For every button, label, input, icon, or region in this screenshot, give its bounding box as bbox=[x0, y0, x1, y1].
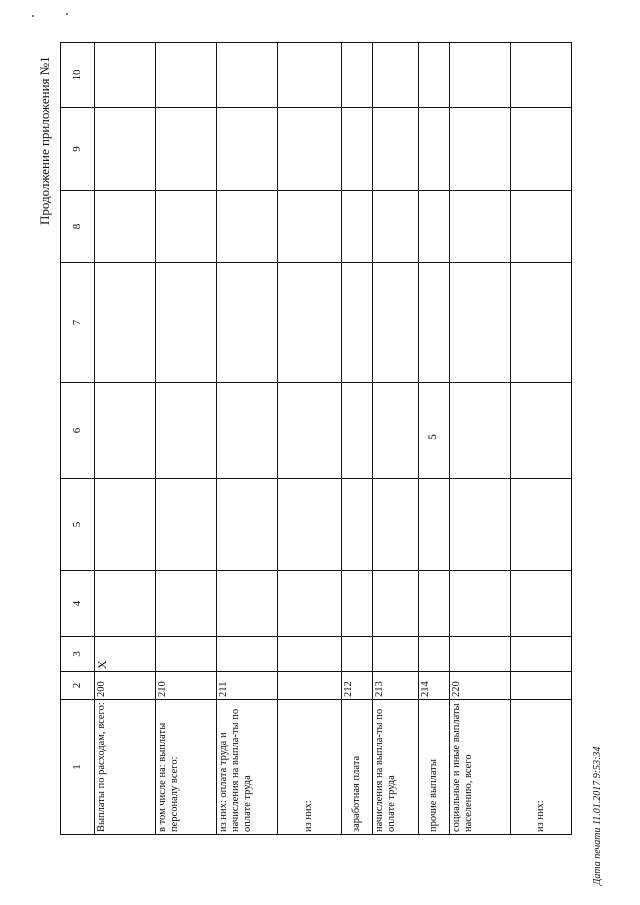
row-name: прочие выплаты bbox=[419, 700, 450, 835]
column-header: 3 bbox=[61, 637, 95, 672]
header-row bbox=[61, 43, 95, 835]
row-name: Выплаты по расходам, всего: bbox=[95, 700, 156, 835]
row-col3 bbox=[217, 637, 278, 672]
row-col3 bbox=[419, 637, 450, 672]
row-code bbox=[511, 672, 572, 700]
row-code: 213 bbox=[373, 672, 419, 700]
column-header: 4 bbox=[61, 571, 95, 637]
column-header: 1 bbox=[61, 700, 95, 835]
row-code: 214 bbox=[419, 672, 450, 700]
column-header: 6 bbox=[61, 383, 95, 479]
row-code: 211 bbox=[217, 672, 278, 700]
row-code: 200 bbox=[95, 672, 156, 700]
print-date: Дата печати 11.01.2017 9:53:34 bbox=[592, 746, 603, 885]
page-number: 5 bbox=[425, 434, 439, 440]
column-header: 10 bbox=[61, 43, 95, 108]
column-header: 5 bbox=[61, 479, 95, 571]
row-name: из них: bbox=[278, 700, 342, 835]
row-col3 bbox=[342, 637, 373, 672]
appendix-continuation-label: Продолжение приложения №1 bbox=[37, 56, 52, 225]
row-name: социальные и иные выплаты населению, всего bbox=[450, 700, 511, 835]
row-name: из них: bbox=[511, 700, 572, 835]
table-row bbox=[511, 43, 572, 835]
table-row bbox=[95, 43, 156, 835]
column-header: 7 bbox=[61, 263, 95, 383]
row-code bbox=[278, 672, 342, 700]
row-code: 212 bbox=[342, 672, 373, 700]
row-name: в том числе на: выплаты персоналу всего: bbox=[156, 700, 217, 835]
row-col3 bbox=[278, 637, 342, 672]
table-row bbox=[217, 43, 278, 835]
expenditure-table bbox=[60, 42, 572, 835]
row-col3: X bbox=[95, 637, 156, 672]
row-col3 bbox=[373, 637, 419, 672]
row-col3 bbox=[450, 637, 511, 672]
row-col3 bbox=[511, 637, 572, 672]
table-row bbox=[373, 43, 419, 835]
column-header: 8 bbox=[61, 191, 95, 263]
table-row bbox=[419, 43, 450, 835]
row-name: из них: оплата труда и начисления на выпла-ты по оплате труда bbox=[217, 700, 278, 835]
row-name: начисления на выпла-ты по оплате труда bbox=[373, 700, 419, 835]
table-row bbox=[156, 43, 217, 835]
table-row bbox=[278, 43, 342, 835]
table-row bbox=[450, 43, 511, 835]
row-col3 bbox=[156, 637, 217, 672]
row-code: 220 bbox=[450, 672, 511, 700]
row-name: заработная плата bbox=[342, 700, 373, 835]
column-header: 2 bbox=[61, 672, 95, 700]
table-row bbox=[342, 43, 373, 835]
column-header: 9 bbox=[61, 108, 95, 191]
row-code: 210 bbox=[156, 672, 217, 700]
